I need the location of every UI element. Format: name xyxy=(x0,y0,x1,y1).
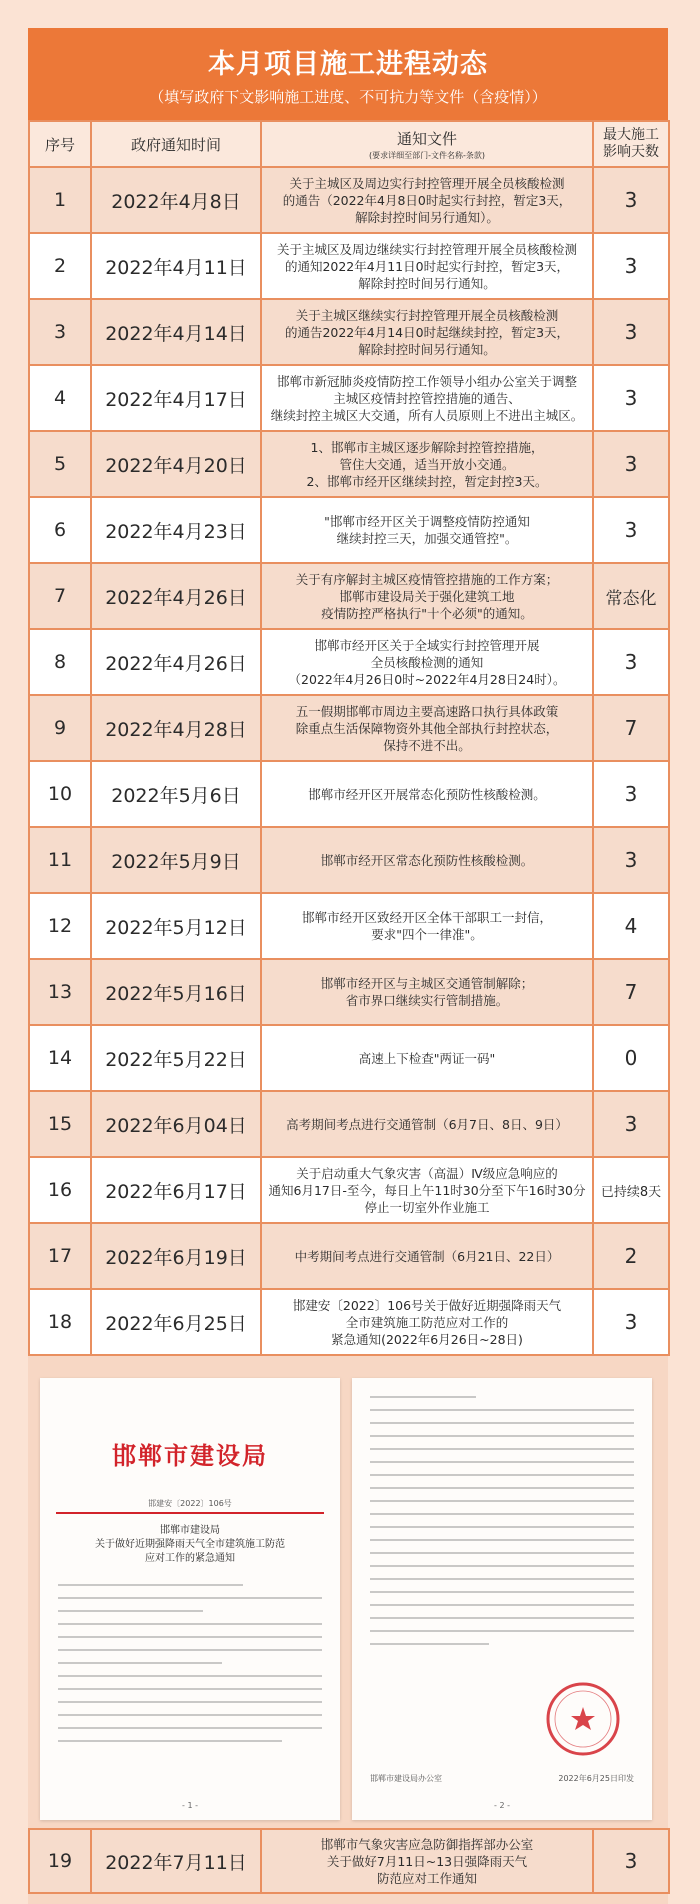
table-row xyxy=(29,233,669,299)
row-number: 5 xyxy=(29,431,91,497)
row-number: 19 xyxy=(29,1829,91,1893)
row-notice: 1、邯郸市主城区逐步解除封控管控措施， 管住大交通，适当开放小交通。 2、邯郸市经开区继续封控，暂定封控3天。 xyxy=(261,431,593,497)
table-row xyxy=(29,299,669,365)
document-body-text xyxy=(370,1396,634,1656)
row-date: 2022年6月19日 xyxy=(91,1223,261,1289)
row-days: 3 xyxy=(593,497,669,563)
document-issuer: 邯郸市建设局办公室 xyxy=(370,1774,442,1783)
row-date: 2022年5月9日 xyxy=(91,827,261,893)
table-row xyxy=(29,761,669,827)
table-row xyxy=(29,365,669,431)
row-days: 常态化 xyxy=(593,563,669,629)
document-agency-header: 邯郸市建设局 xyxy=(112,1441,268,1470)
row-date: 2022年6月04日 xyxy=(91,1091,261,1157)
row-number: 1 xyxy=(29,167,91,233)
table-row xyxy=(29,1025,669,1091)
row-date: 2022年4月11日 xyxy=(91,233,261,299)
table-row xyxy=(29,629,669,695)
document-page-2 xyxy=(352,1378,652,1820)
table-row xyxy=(29,959,669,1025)
document-page-1 xyxy=(40,1378,340,1820)
page-number: - 1 - xyxy=(182,1801,198,1810)
row-date: 2022年4月17日 xyxy=(91,365,261,431)
red-divider xyxy=(56,1512,324,1514)
row-notice: 五一假期邯郸市周边主要高速路口执行具体政策 除重点生活保障物资外其他全部执行封控状态， 保持不进不出。 xyxy=(261,695,593,761)
row-notice: 中考期间考点进行交通管制（6月21日、22日） xyxy=(261,1223,593,1289)
row-date: 2022年5月16日 xyxy=(91,959,261,1025)
document-issue-date: 2022年6月25日印发 xyxy=(558,1774,634,1783)
row-date: 2022年5月12日 xyxy=(91,893,261,959)
row-notice: 邯郸市经开区常态化预防性核酸检测。 xyxy=(261,827,593,893)
document-title: 邯郸市建设局 关于做好近期强降雨天气全市建筑施工防范 应对工作的紧急通知 xyxy=(95,1525,285,1564)
row-number: 17 xyxy=(29,1223,91,1289)
row-number: 15 xyxy=(29,1091,91,1157)
row-number: 16 xyxy=(29,1157,91,1223)
row-date: 2022年4月20日 xyxy=(91,431,261,497)
row-days: 已持续8天 xyxy=(593,1157,669,1223)
row-days: 2 xyxy=(593,1223,669,1289)
row-date: 2022年5月22日 xyxy=(91,1025,261,1091)
row-days: 7 xyxy=(593,695,669,761)
table-row xyxy=(29,563,669,629)
table-row xyxy=(29,167,669,233)
column-header-notice: 通知文件 (要求详细至部门-文件名称-条款) xyxy=(261,121,593,167)
row-number: 18 xyxy=(29,1289,91,1355)
row-date: 2022年6月17日 xyxy=(91,1157,261,1223)
row-notice: 邯郸市气象灾害应急防御指挥部办公室 关于做好7月11日~13日强降雨天气 防范应对工作通知 xyxy=(261,1829,593,1893)
row-number: 3 xyxy=(29,299,91,365)
row-notice: 邯郸市经开区关于全域实行封控管理开展 全员核酸检测的通知 （2022年4月26日0时~2022年4月28日24时）。 xyxy=(261,629,593,695)
row-date: 2022年4月8日 xyxy=(91,167,261,233)
row-days: 3 xyxy=(593,629,669,695)
schedule-panel xyxy=(28,28,668,1904)
row-number: 12 xyxy=(29,893,91,959)
row-notice: 高考期间考点进行交通管制（6月7日、8日、9日） xyxy=(261,1091,593,1157)
row-days: 0 xyxy=(593,1025,669,1091)
row-days: 3 xyxy=(593,1829,669,1893)
row-days: 4 xyxy=(593,893,669,959)
row-notice: 关于主城区及周边继续实行封控管理开展全员核酸检测 的通知2022年4月11日0时起实行封控，暂定3天， 解除封控时间另行通知。 xyxy=(261,233,593,299)
page-title: 本月项目施工进程动态 xyxy=(208,49,488,80)
row-date: 2022年4月14日 xyxy=(91,299,261,365)
row-days: 3 xyxy=(593,1091,669,1157)
row-notice: 关于有序解封主城区疫情管控措施的工作方案； 邯郸市建设局关于强化建筑工地 疫情防控严格执行"十个必须"的通知。 xyxy=(261,563,593,629)
row-notice: 高速上下检查"两证一码" xyxy=(261,1025,593,1091)
row-number: 6 xyxy=(29,497,91,563)
row-number: 11 xyxy=(29,827,91,893)
table-row xyxy=(29,1289,669,1355)
official-seal-icon xyxy=(544,1680,622,1758)
row-date: 2022年4月28日 xyxy=(91,695,261,761)
row-notice: 关于主城区及周边实行封控管理开展全员核酸检测 的通告（2022年4月8日0时起实行封控，暂定3天， 解除封控时间另行通知）。 xyxy=(261,167,593,233)
document-body-text xyxy=(58,1584,322,1753)
row-number: 2 xyxy=(29,233,91,299)
row-notice: 邯郸市经开区致经开区全体干部职工一封信， 要求"四个一律准"。 xyxy=(261,893,593,959)
table-row xyxy=(29,1091,669,1157)
row-number: 9 xyxy=(29,695,91,761)
table-row xyxy=(29,893,669,959)
page-subtitle: （填写政府下文影响施工进度、不可抗力等文件（含疫情）） xyxy=(149,88,547,106)
notice-document-image xyxy=(28,1378,668,1828)
row-days: 3 xyxy=(593,233,669,299)
row-date: 2022年4月26日 xyxy=(91,563,261,629)
row-days: 3 xyxy=(593,1289,669,1355)
row-notice: "邯郸市经开区关于调整疫情防控通知 继续封控三天，加强交通管控"。 xyxy=(261,497,593,563)
row-number: 14 xyxy=(29,1025,91,1091)
table-row xyxy=(29,1829,669,1893)
row-notice: 关于主城区继续实行封控管理开展全员核酸检测 的通告2022年4月14日0时起继续封控，暂定3天， 解除封控时间另行通知。 xyxy=(261,299,593,365)
row-date: 2022年7月11日 xyxy=(91,1829,261,1893)
row-date: 2022年4月26日 xyxy=(91,629,261,695)
panel-header xyxy=(28,28,668,120)
row-notice: 关于启动重大气象灾害（高温）Ⅳ级应急响应的 通知6月17日-至今，每日上午11时30分至下午16时30分 停止一切室外作业施工 xyxy=(261,1157,593,1223)
table-row xyxy=(29,1157,669,1223)
table-row xyxy=(29,431,669,497)
table-body xyxy=(29,167,669,1355)
row-date: 2022年4月23日 xyxy=(91,497,261,563)
table-row xyxy=(29,695,669,761)
table-row xyxy=(29,497,669,563)
row-notice: 邯郸市新冠肺炎疫情防控工作领导小组办公室关于调整 主城区疫情封控管控措施的通告、 继续封控主城区大交通，所有人员原则上不进出主城区。 xyxy=(261,365,593,431)
schedule-table-continued xyxy=(28,1828,670,1894)
row-days: 3 xyxy=(593,761,669,827)
row-number: 10 xyxy=(29,761,91,827)
table-row xyxy=(29,827,669,893)
row-days: 3 xyxy=(593,365,669,431)
row-notice: 邯建安〔2022〕106号关于做好近期强降雨天气 全市建筑施工防范应对工作的 紧急通知(2022年6月26日~28日) xyxy=(261,1289,593,1355)
document-number: 邯建安〔2022〕106号 xyxy=(148,1499,232,1508)
row-date: 2022年6月25日 xyxy=(91,1289,261,1355)
column-header-days: 最大施工 影响天数 xyxy=(593,121,669,167)
column-header-date: 政府通知时间 xyxy=(91,121,261,167)
page-number: - 2 - xyxy=(494,1801,510,1810)
row-date: 2022年5月6日 xyxy=(91,761,261,827)
row-number: 13 xyxy=(29,959,91,1025)
column-header-num: 序号 xyxy=(29,121,91,167)
row-notice: 邯郸市经开区与主城区交通管制解除； 省市界口继续实行管制措施。 xyxy=(261,959,593,1025)
row-days: 3 xyxy=(593,827,669,893)
row-notice: 邯郸市经开区开展常态化预防性核酸检测。 xyxy=(261,761,593,827)
table-row xyxy=(29,1223,669,1289)
row-days: 3 xyxy=(593,167,669,233)
row-number: 4 xyxy=(29,365,91,431)
row-days: 3 xyxy=(593,299,669,365)
row-number: 7 xyxy=(29,563,91,629)
schedule-table xyxy=(28,120,670,1356)
row-days: 3 xyxy=(593,431,669,497)
row-number: 8 xyxy=(29,629,91,695)
row-days: 7 xyxy=(593,959,669,1025)
